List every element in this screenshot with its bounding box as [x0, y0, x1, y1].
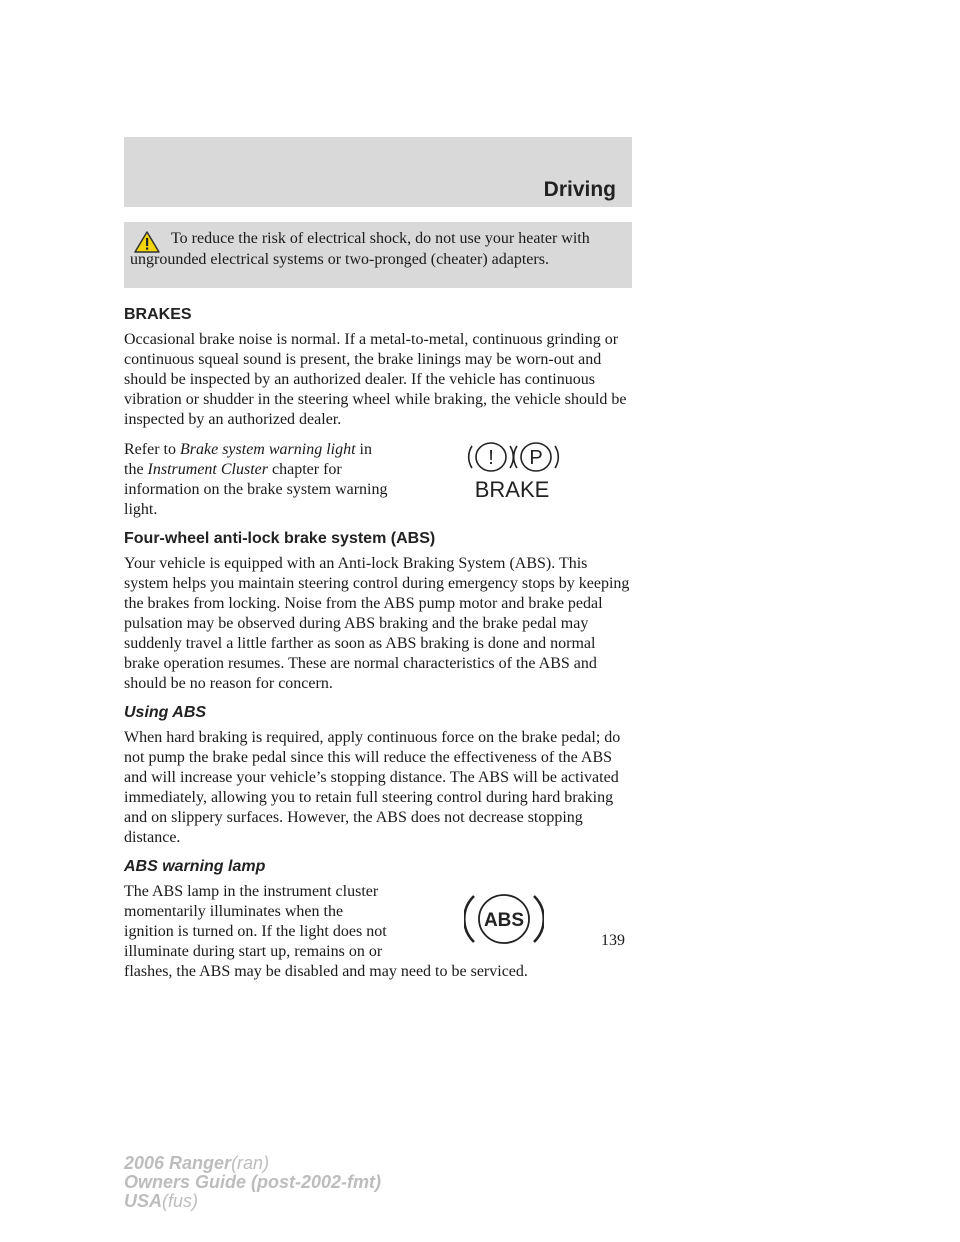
warning-text: To reduce the risk of electrical shock, do not use your heater with ungrounded electrical systems or two-pronged (cheater) adapters.	[130, 230, 590, 268]
section-header	[124, 137, 632, 207]
brakes-heading: BRAKES	[124, 306, 192, 323]
abs-lamp-block	[124, 882, 632, 982]
section-title: Driving	[543, 178, 616, 201]
brake-icon-p: P	[529, 447, 543, 469]
brake-icon-label: BRAKE	[474, 477, 550, 502]
brake-refer-block	[124, 440, 632, 520]
page-number: 139	[601, 932, 625, 949]
abs-icon-label: ABS	[483, 910, 525, 931]
warning-box	[124, 222, 632, 288]
brake-warning-icon	[464, 440, 560, 502]
footer-meta: 2006 Ranger(ran) Owners Guide (post-2002-fmt) USA(fus)	[124, 1153, 382, 1211]
abs-heading: Four-wheel anti-lock brake system (ABS)	[124, 530, 436, 547]
abs-lamp-heading: ABS warning lamp	[124, 858, 266, 875]
page-content	[124, 306, 632, 982]
using-abs-paragraph: When hard braking is required, apply continuous force on the brake pedal; do not pump the brake pedal since this will reduce the effectiveness of the ABS and will increase your vehicle’s stopping distance. The ABS will be activated immediately, allowing you to retain full steering control during hard braking and on slippery surfaces. However, the ABS does not decrease stopping distance.	[124, 729, 621, 846]
brake-icon-exclamation: !	[488, 447, 494, 469]
abs-lamp-paragraph: The ABS lamp in the instrument cluster momentarily illuminates when the ignition is turned on. If the light does not illuminate during start up, remains on or flashes, the ABS may be disabled and may need to be serviced.	[124, 883, 528, 980]
abs-paragraph: Your vehicle is equipped with an Anti-lock Braking System (ABS). This system helps you maintain steering control during emergency stops by keeping the brakes from locking. Noise from the ABS pump motor and brake pedal pulsation may be observed during ABS braking and the brake pedal may suddenly travel a little farther as soon as ABS braking is done and normal brake operation resumes. These are normal characteristics of the ABS and should be no reason for concern.	[124, 555, 630, 692]
abs-warning-icon	[464, 886, 544, 950]
brakes-paragraph: Occasional brake noise is normal. If a metal-to-metal, continuous grinding or continuous squeal sound is present, the brake linings may be worn-out and should be inspected by an authorized dealer. If the vehicle has continuous vibration or shudder in the steering wheel while braking, the vehicle should be inspected by an authorized dealer.	[124, 331, 627, 428]
brake-refer-text: Refer to Brake system warning light in the Instrument Cluster chapter for information on the brake system warning light.	[124, 441, 388, 518]
using-abs-heading: Using ABS	[124, 704, 207, 721]
